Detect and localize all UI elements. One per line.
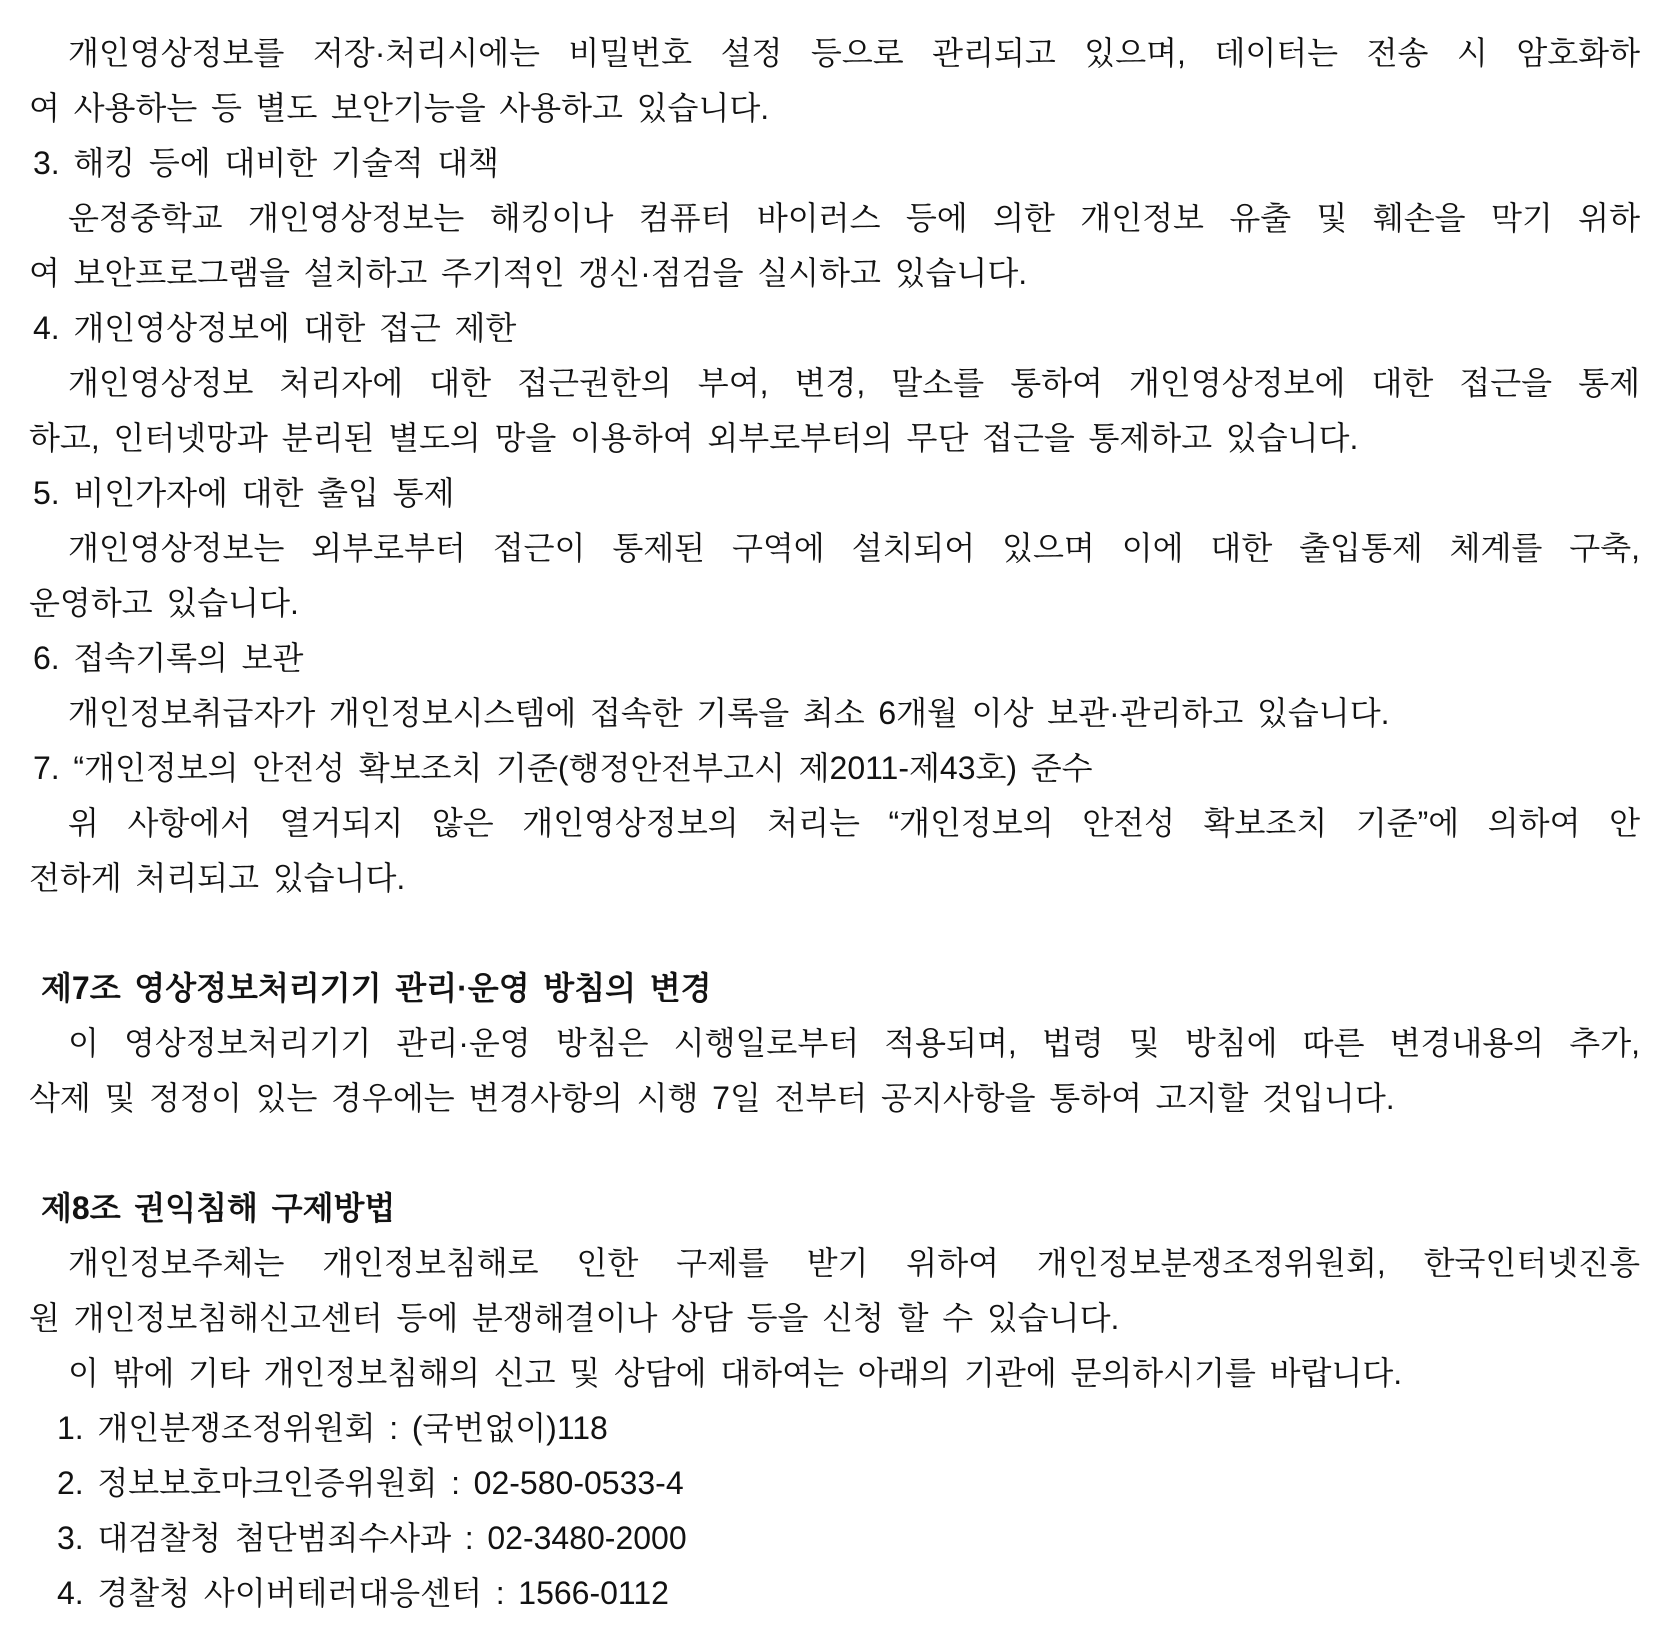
document-line: 위 사항에서 열거되지 않은 개인영상정보의 처리는 “개인정보의 안전성 확보조치 기준”에 의하여 안 <box>68 805 1640 841</box>
document-line: 6. 접속기록의 보관 <box>33 640 304 676</box>
document-line: 개인영상정보를 저장·처리시에는 비밀번호 설정 등으로 관리되고 있으며, 데이터는 전송 시 암호화하 <box>68 35 1640 71</box>
document-line: 개인영상정보 처리자에 대한 접근권한의 부여, 변경, 말소를 통하여 개인영상정보에 대한 접근을 통제 <box>68 365 1640 401</box>
document-line: 원 개인정보침해신고센터 등에 분쟁해결이나 상담 등을 신청 할 수 있습니다. <box>29 1300 1120 1336</box>
document-line: 2. 정보보호마크인증위원회 : 02-580-0533-4 <box>57 1465 684 1501</box>
document-line: 1. 개인분쟁조정위원회 : (국번없이)118 <box>57 1410 608 1446</box>
document-line: 이 밖에 기타 개인정보침해의 신고 및 상담에 대하여는 아래의 기관에 문의하시기를 바랍니다. <box>68 1355 1403 1391</box>
blank-line <box>29 906 1640 961</box>
document-line: 3. 해킹 등에 대비한 기술적 대책 <box>33 145 500 181</box>
document-line: 개인정보취급자가 개인정보시스템에 접속한 기록을 최소 6개월 이상 보관·관리하고 있습니다. <box>68 695 1390 731</box>
document-line: 하고, 인터넷망과 분리된 별도의 망을 이용하여 외부로부터의 무단 접근을 통제하고 있습니다. <box>29 420 1359 456</box>
document-line: 삭제 및 정정이 있는 경우에는 변경사항의 시행 7일 전부터 공지사항을 통하여 고지할 것입니다. <box>29 1080 1395 1116</box>
document-line: 5. 비인가자에 대한 출입 통제 <box>33 475 455 511</box>
section-heading: 제7조 영상정보처리기기 관리·운영 방침의 변경 <box>41 970 712 1006</box>
document-line: 4. 경찰청 사이버테러대응센터 : 1566-0112 <box>57 1575 669 1611</box>
document-line: 7. “개인정보의 안전성 확보조치 기준(행정안전부고시 제2011-제43호) 준수 <box>33 750 1093 786</box>
section-heading: 제8조 권익침해 구제방법 <box>41 1190 396 1226</box>
document-line: 3. 대검찰청 첨단범죄수사과 : 02-3480-2000 <box>57 1520 687 1556</box>
document-line: 4. 개인영상정보에 대한 접근 제한 <box>33 310 517 346</box>
document-line: 개인정보주체는 개인정보침해로 인한 구제를 받기 위하여 개인정보분쟁조정위원회, 한국인터넷진흥 <box>68 1245 1640 1281</box>
document-line: 운정중학교 개인영상정보는 해킹이나 컴퓨터 바이러스 등에 의한 개인정보 유출 및 훼손을 막기 위하 <box>68 200 1640 236</box>
document-line: 이 영상정보처리기기 관리·운영 방침은 시행일로부터 적용되며, 법령 및 방침에 따른 변경내용의 추가, <box>68 1025 1640 1061</box>
document-body <box>29 26 1640 1621</box>
document-line: 개인영상정보는 외부로부터 접근이 통제된 구역에 설치되어 있으며 이에 대한 출입통제 체계를 구축, <box>68 530 1640 566</box>
document-line: 운영하고 있습니다. <box>29 585 299 621</box>
document-line: 여 보안프로그램을 설치하고 주기적인 갱신·점검을 실시하고 있습니다. <box>29 255 1028 291</box>
document-line: 여 사용하는 등 별도 보안기능을 사용하고 있습니다. <box>29 90 770 126</box>
document-line: 전하게 처리되고 있습니다. <box>29 860 406 896</box>
blank-line <box>29 1126 1640 1181</box>
